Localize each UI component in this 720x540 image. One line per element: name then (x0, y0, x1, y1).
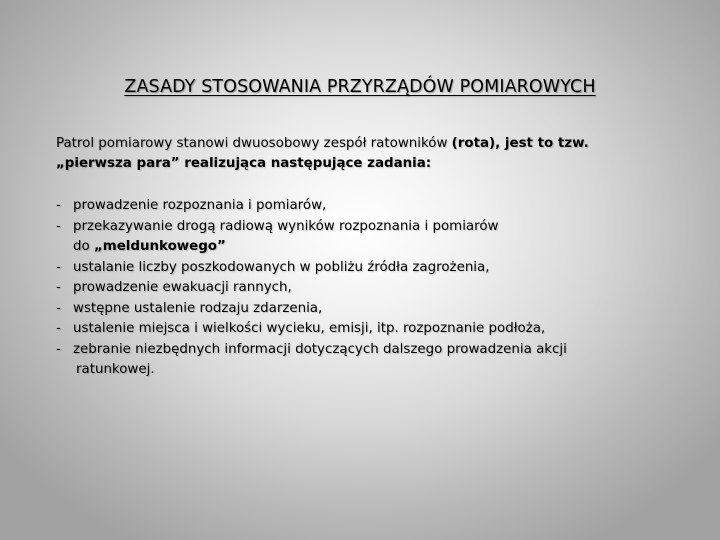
task-continuation (73, 237, 666, 258)
task-continuation-bold: „meldunkowego” (93, 239, 226, 254)
task-text: przekazywanie drogą radiową wyników rozpoznania i pomiarów (73, 218, 499, 234)
task-item (56, 278, 666, 299)
dash-marker: - (56, 218, 61, 234)
tasks-list (56, 196, 666, 381)
dash-marker: - (56, 341, 61, 357)
intro-line-1-bold: (rota), jest to tzw. (451, 136, 589, 151)
dash-marker: - (56, 198, 61, 213)
intro-line-2-bold: „pierwsza para” realizująca następujące zadania: (56, 156, 432, 171)
task-item (56, 196, 666, 217)
task-text: prowadzenie rozpoznania i pomiarów, (73, 198, 327, 213)
task-item (56, 340, 666, 381)
task-text: prowadzenie ewakuacji rannych, (73, 280, 292, 295)
dash-marker: - (56, 321, 61, 336)
intro-line-1 (56, 134, 666, 154)
task-item (56, 217, 666, 258)
dash-marker: - (56, 259, 61, 275)
task-continuation: ratunkowej. (76, 362, 155, 377)
task-item (56, 299, 666, 320)
intro-line-2 (56, 154, 666, 174)
task-text: wstępne ustalenie rodzaju zdarzenia, (73, 300, 323, 316)
dash-marker: - (56, 300, 61, 316)
task-item (56, 258, 666, 279)
task-text: zebranie niezbędnych informacji dotyczących dalszego prowadzenia akcji (73, 341, 567, 357)
task-text: ustalanie liczby poszkodowanych w pobliżu źródła zagrożenia, (73, 259, 490, 275)
task-item (56, 319, 666, 340)
intro-line-1-text: Patrol pomiarowy stanowi dwuosobowy zespół ratowników (56, 136, 452, 151)
dash-marker: - (56, 280, 61, 295)
intro-paragraph (56, 134, 666, 174)
task-text: ustalenie miejsca i wielkości wycieku, emisji, itp. rozpoznanie podłoża, (73, 321, 546, 336)
slide-title: ZASADY STOSOWANIA PRZYRZĄDÓW POMIAROWYCH (124, 77, 596, 97)
task-continuation-text: do (73, 239, 94, 254)
